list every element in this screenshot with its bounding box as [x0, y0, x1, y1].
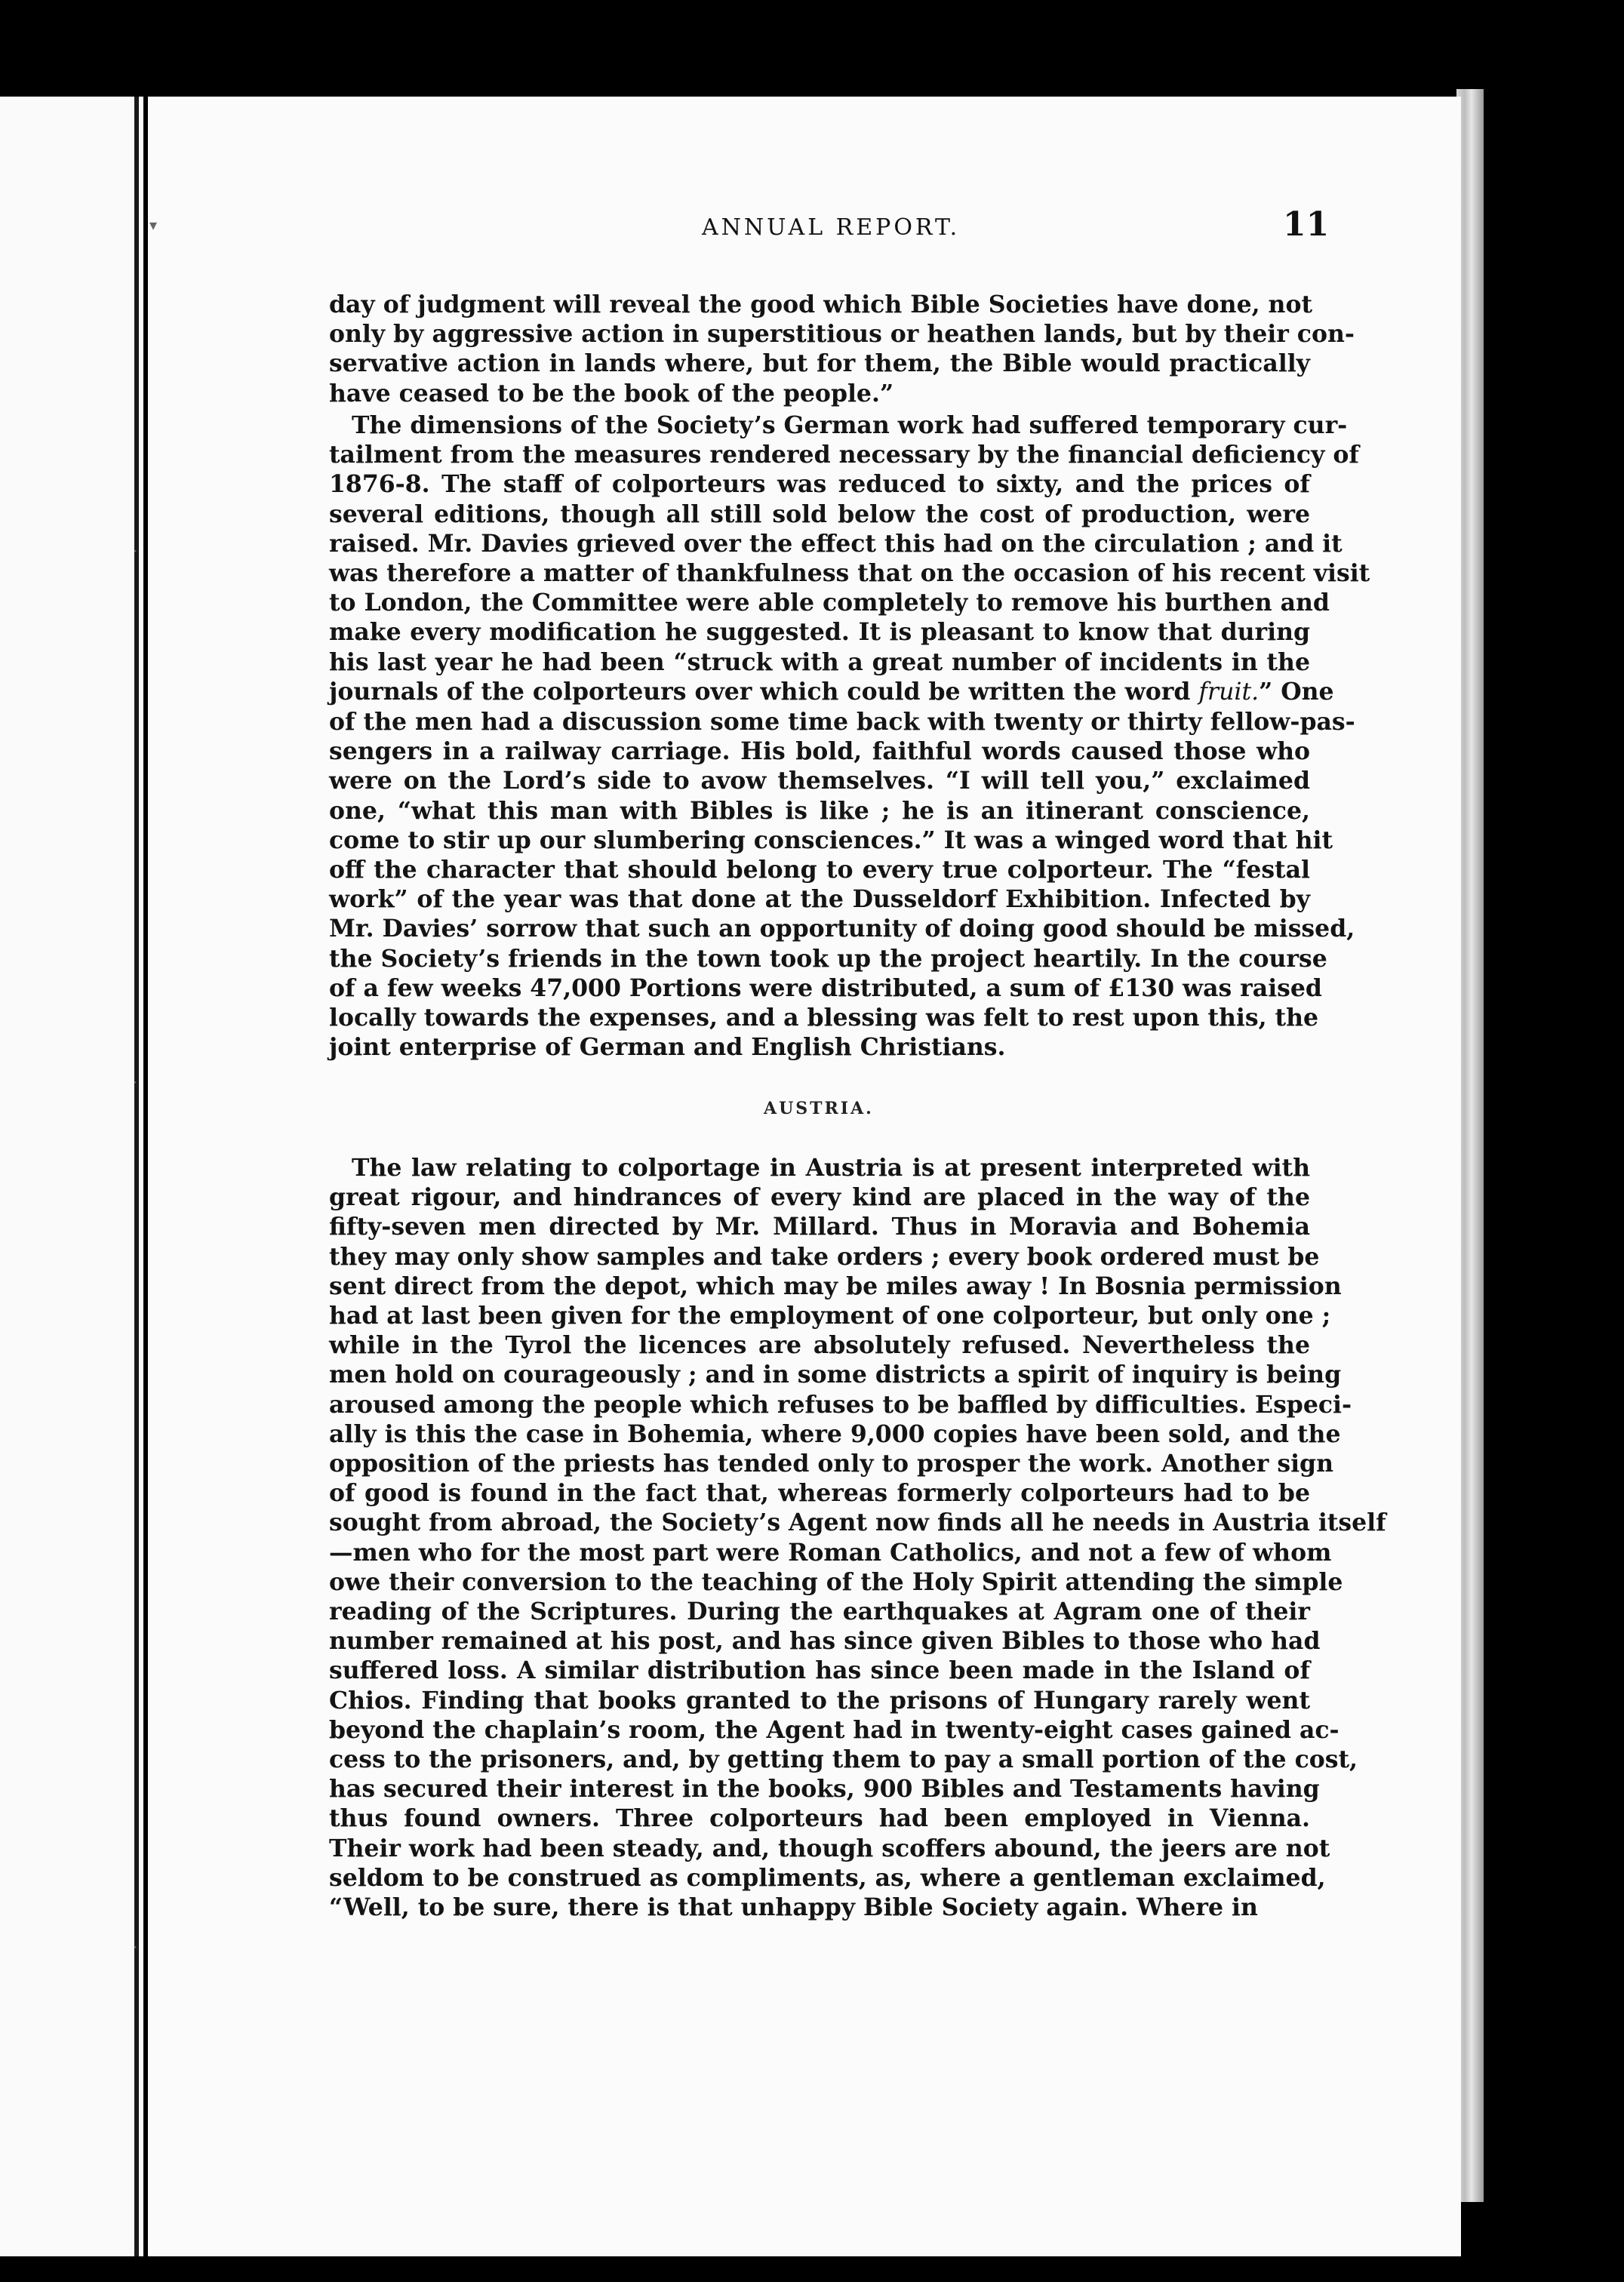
running-title: ANNUAL REPORT. — [702, 214, 961, 241]
text-line: had at last been given for the employment of one colporteur, but only one ; — [329, 1302, 1331, 1330]
text-line: day of judgment will reveal the good which Bible Societies have done, not — [329, 291, 1313, 318]
paragraph-continuation — [329, 290, 1355, 408]
text-line: joint enterprise of German and English Christians. — [329, 1033, 1006, 1062]
margin-mark: · — [133, 1938, 138, 1956]
text-line: cess to the prisoners, and, by getting them to pay a small portion of the cost, — [329, 1745, 1358, 1774]
text-line: the Society’s friends in the town took up the project heartily. In the course — [329, 944, 1327, 973]
text-line: while in the Tyrol the licences are absolutely refused. Nevertheless the — [329, 1331, 1310, 1360]
text-line: The dimensions of the Society’s German work had suffered temporary cur- — [352, 411, 1348, 439]
text-line: men hold on courageously ; and in some districts a spirit of inquiry is being — [329, 1361, 1342, 1389]
text-line: Their work had been steady, and, though scoffers abound, the jeers are not — [329, 1834, 1330, 1862]
text-line: come to stir up our slumbering consciences.” It was a winged word that hit — [329, 826, 1333, 854]
text-line: his last year he had been “struck with a great number of incidents in the — [329, 647, 1310, 676]
text-line: make every modification he suggested. It is pleasant to know that during — [329, 618, 1310, 647]
text-line: to London, the Committee were able completely to remove his burthen and — [329, 589, 1330, 617]
text-line: sent direct from the depot, which may be miles away ! In Bosnia permission — [329, 1272, 1342, 1300]
text-line: has secured their interest in the books, 900 Bibles and Testaments having — [329, 1775, 1320, 1804]
text-line: of the men had a discussion some time back with twenty or thirty fellow-pas- — [329, 708, 1355, 737]
text-line: tailment from the measures rendered necessary by the financial deficiency of — [329, 441, 1359, 469]
text-line: work” of the year was that done at the Dusseldorf Exhibition. Infected by — [329, 885, 1310, 914]
text-line: great rigour, and hindrances of every kind are placed in the way of the — [329, 1183, 1310, 1212]
page-number: 11 — [1283, 205, 1330, 244]
paragraph-austria — [329, 1153, 1386, 1922]
text-line: of good is found in the fact that, whereas formerly colporteurs had to be — [329, 1479, 1310, 1508]
text-line: sengers in a railway carriage. His bold, faithful words caused those who — [329, 737, 1310, 766]
text-line: of a few weeks 47,000 Portions were distributed, a sum of £130 was raised — [329, 973, 1322, 1002]
text-line: opposition of the priests has tended only to prosper the work. Another sign — [329, 1450, 1333, 1478]
margin-mark: ▾ — [149, 216, 158, 234]
text-line: The law relating to colportage in Austria is at present interpreted with — [352, 1154, 1310, 1182]
text-line: aroused among the people which refuses to be baffled by difficulties. Especi- — [329, 1390, 1352, 1419]
text-line: —men who for the most part were Roman Catholics, and not a few of whom — [329, 1538, 1332, 1567]
text-line: several editions, though all still sold below the cost of production, were — [329, 500, 1310, 528]
book-gutter — [134, 97, 139, 2256]
text-line: thus found owners. Three colporteurs had been employed in Vienna. — [329, 1804, 1310, 1833]
text-line: reading of the Scriptures. During the earthquakes at Agram one of their — [329, 1598, 1310, 1626]
text-line: journals of the colporteurs over which could be written the word fruit.” One — [329, 677, 1334, 706]
text-line: Mr. Davies’ sorrow that such an opportunity of doing good should be missed, — [329, 915, 1355, 943]
text-line: sought from abroad, the Society’s Agent now finds all he needs in Austria itself — [329, 1509, 1386, 1537]
text-line: ally is this the case in Bohemia, where 9,000 copies have been sold, and the — [329, 1419, 1341, 1448]
margin-mark: · — [133, 1073, 138, 1091]
text-line: 1876-8. The staff of colporteurs was reduced to sixty, and the prices of — [329, 470, 1310, 499]
text-line: off the character that should belong to every true colporteur. The “festal — [329, 856, 1310, 884]
text-line: locally towards the expenses, and a blessing was felt to rest upon this, the — [329, 1004, 1319, 1032]
text-line: raised. Mr. Davies grieved over the effect this had on the circulation ; and it — [329, 529, 1343, 558]
facing-page — [0, 97, 143, 2256]
paragraph-german-work — [329, 411, 1370, 1062]
margin-mark: · — [133, 542, 138, 560]
text-line: seldom to be construed as compliments, as, where a gentleman exclaimed, — [329, 1863, 1326, 1892]
text-line: number remained at his post, and has since given Bibles to those who had — [329, 1627, 1321, 1656]
text-line: fifty-seven men directed by Mr. Millard. Thus in Moravia and Bohemia — [329, 1213, 1310, 1241]
text-line: have ceased to be the book of the people.” — [329, 379, 894, 408]
text-line: servative action in lands where, but for them, the Bible would practically — [329, 349, 1310, 378]
text-line: only by aggressive action in superstitious or heathen lands, but by their con- — [329, 320, 1355, 349]
text-line: were on the Lord’s side to avow themselves. “I will tell you,” exclaimed — [329, 767, 1310, 795]
text-line: they may only show samples and take orders ; every book ordered must be — [329, 1242, 1320, 1271]
text-line: beyond the chaplain’s room, the Agent had in twenty-eight cases gained ac- — [329, 1715, 1339, 1744]
text-line: owe their conversion to the teaching of the Holy Spirit attending the simple — [329, 1567, 1343, 1596]
italic-word: fruit. — [1198, 678, 1260, 706]
section-heading-austria: AUSTRIA. — [764, 1099, 874, 1118]
text-line: “Well, to be sure, there is that unhappy Bible Society again. Where in — [329, 1893, 1258, 1922]
text-line: was therefore a matter of thankfulness that on the occasion of his recent visit — [329, 559, 1370, 588]
text-line: one, “what this man with Bibles is like ; he is an itinerant conscience, — [329, 796, 1310, 825]
text-line: Chios. Finding that books granted to the prisons of Hungary rarely went — [329, 1686, 1310, 1715]
text-line: suffered loss. A similar distribution has since been made in the Island of — [329, 1656, 1310, 1685]
